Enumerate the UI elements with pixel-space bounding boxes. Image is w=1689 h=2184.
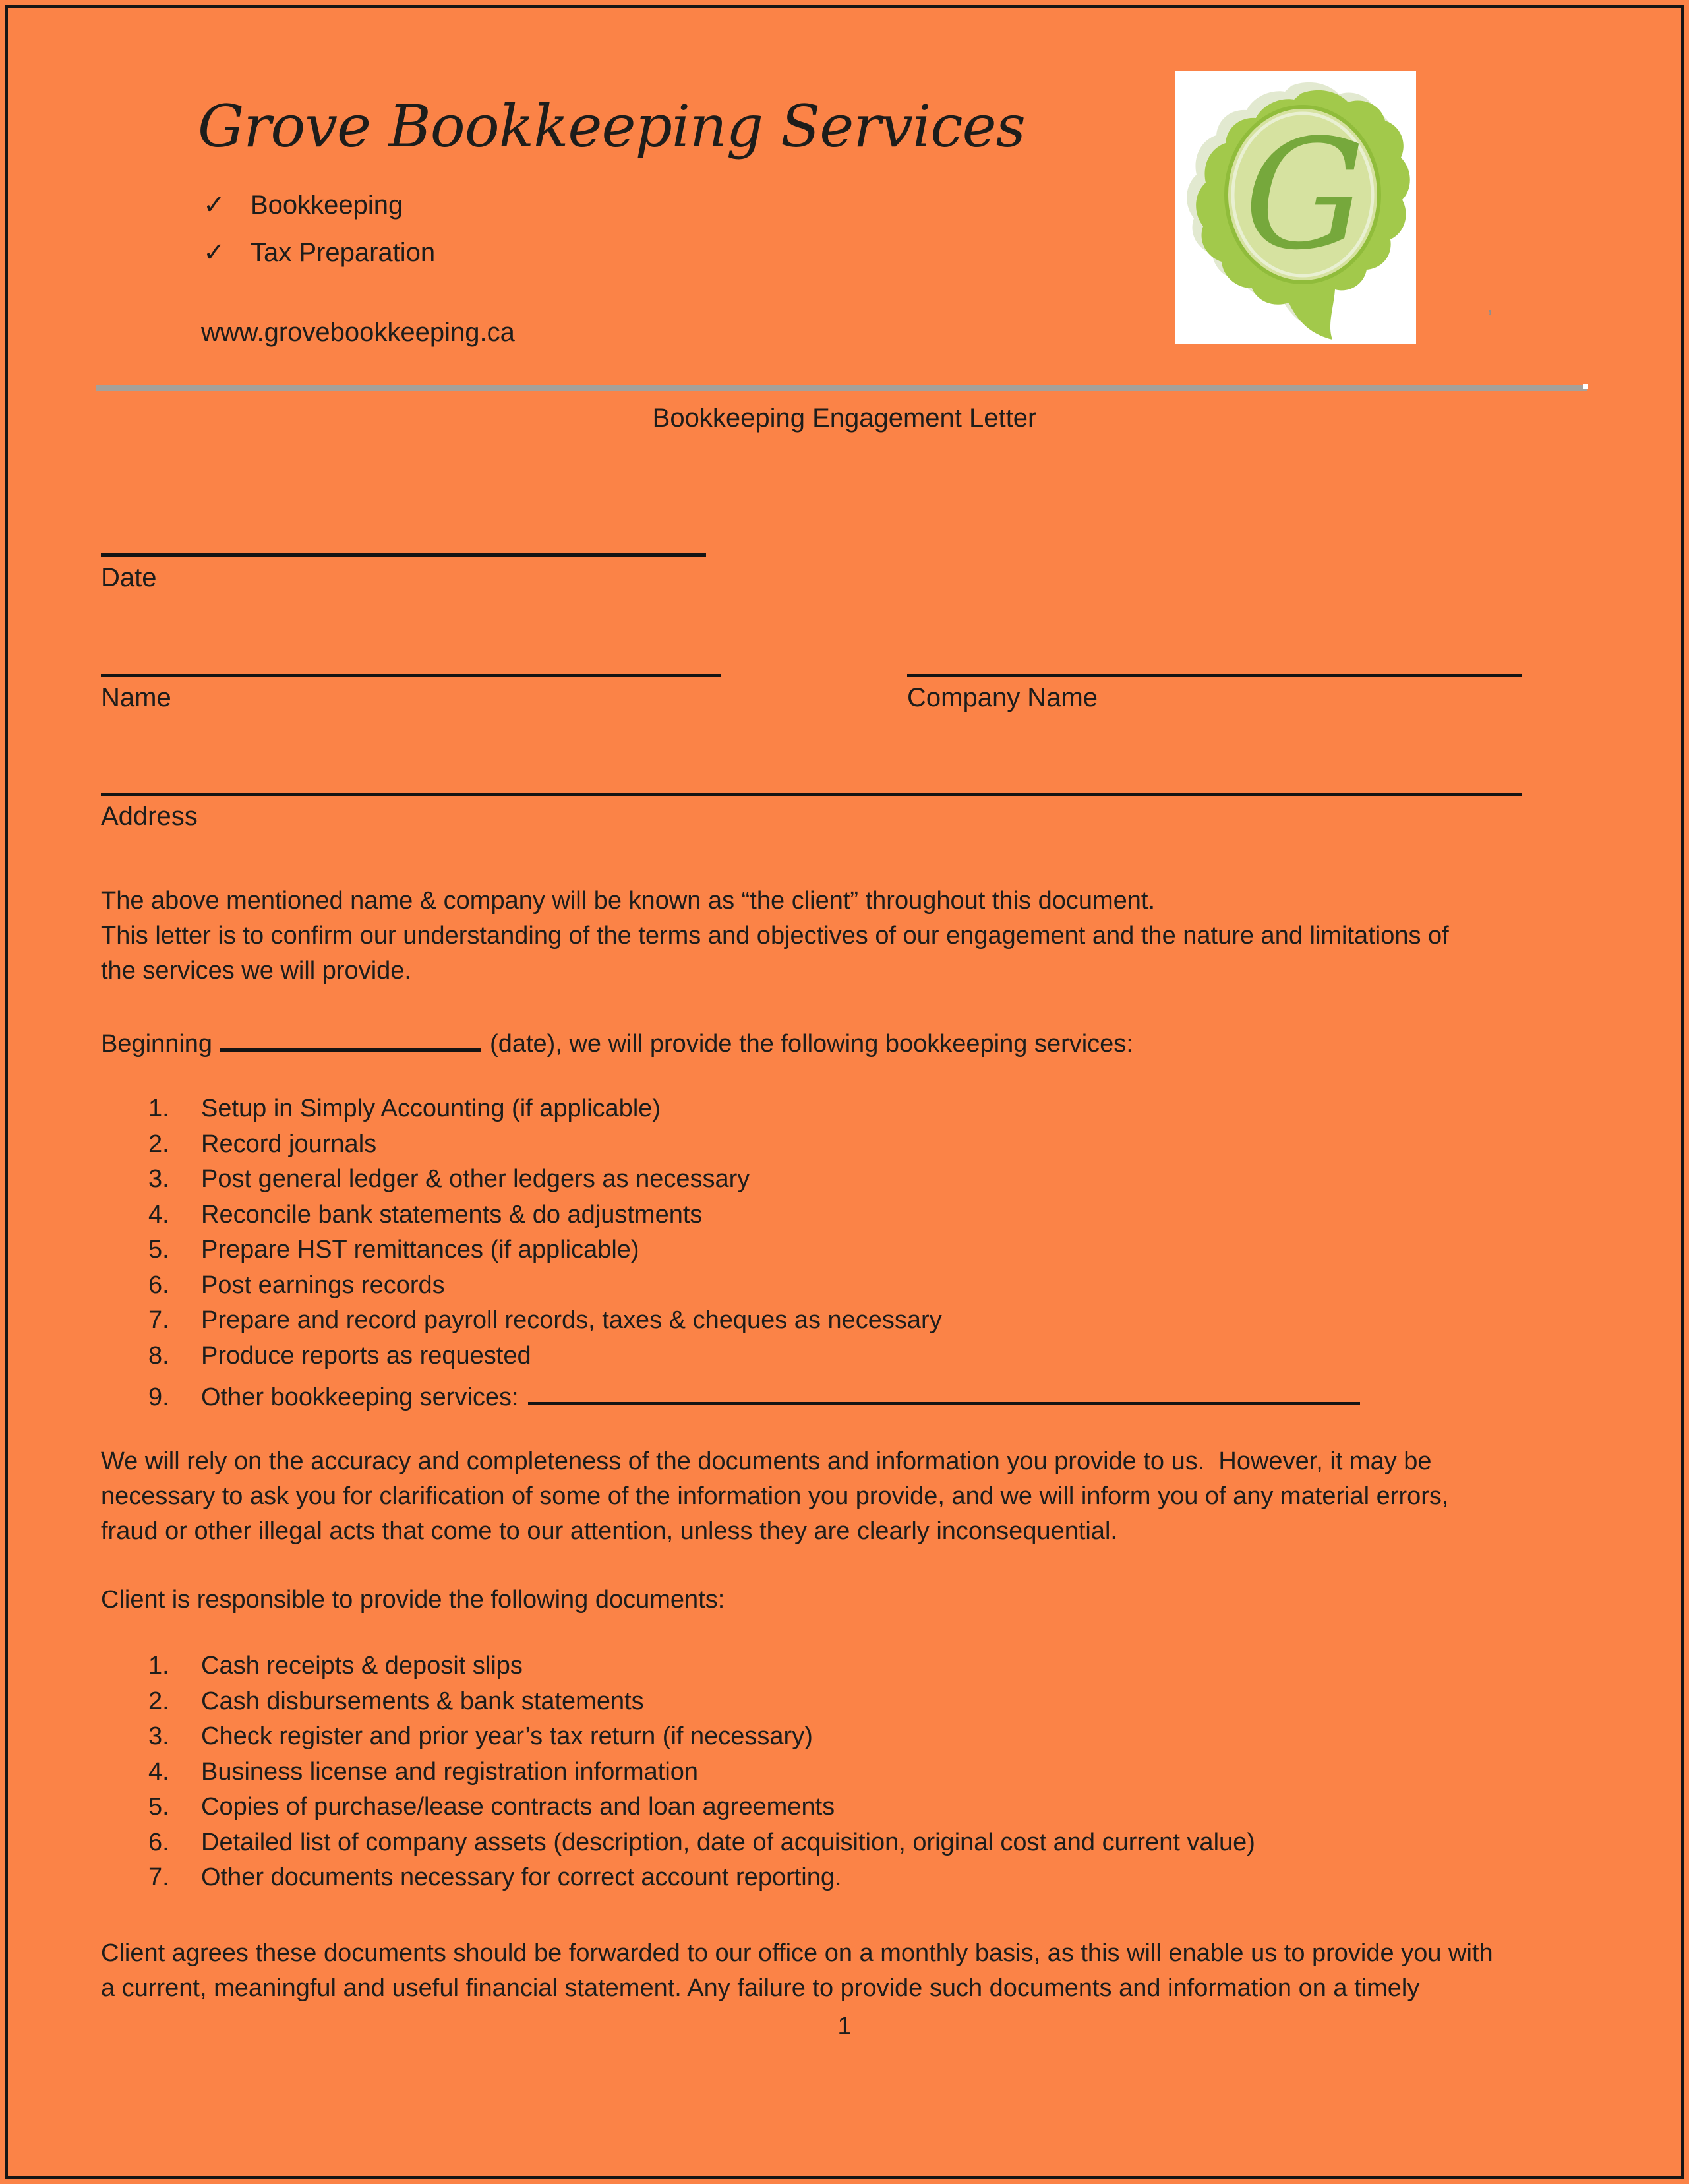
list-item: 7. Prepare and record payroll records, taxes & cheques as necessary xyxy=(148,1306,942,1334)
list-item: 2. Cash disbursements & bank statements xyxy=(148,1687,644,1715)
list-item: 4. Business license and registration information xyxy=(148,1757,699,1786)
beginning-prefix: Beginning xyxy=(101,1030,213,1058)
beginning-suffix: (date), we will provide the following bookkeeping services: xyxy=(490,1030,1133,1058)
list-item: 8. Produce reports as requested xyxy=(148,1341,531,1370)
seal-monogram-g: G xyxy=(1244,107,1365,284)
beginning-sentence xyxy=(101,1023,1133,1062)
address-label: Address xyxy=(101,802,198,831)
client-responsible-sentence: Client is responsible to provide the following documents: xyxy=(101,1586,725,1614)
header-service-bookkeeping xyxy=(203,190,403,220)
intro-line: the services we will provide. xyxy=(101,957,411,985)
reliance-line: necessary to ask you for clarification of some of the information you provide, and we will inform you of any material errors, xyxy=(101,1482,1449,1510)
wax-seal-logo xyxy=(1175,71,1416,344)
list-item: 7. Other documents necessary for correct account reporting. xyxy=(148,1864,842,1891)
list-item: 3. Post general ledger & other ledgers as necessary xyxy=(148,1165,750,1193)
beginning-date-blank xyxy=(220,1023,481,1052)
scan-artifact-mark: ’ xyxy=(1487,305,1493,332)
services-list xyxy=(148,1095,1360,1412)
list-item: 6. Detailed list of company assets (description, date of acquisition, original cost and current value) xyxy=(148,1828,1255,1856)
service-label: Bookkeeping xyxy=(251,191,403,220)
date-blank-line xyxy=(101,524,706,557)
list-item: 2. Record journals xyxy=(148,1130,377,1158)
document-title: Bookkeeping Engagement Letter xyxy=(652,404,1037,433)
list-item: 4. Reconcile bank statements & do adjustments xyxy=(148,1200,703,1228)
list-item-other-services: 9. Other bookkeeping services: xyxy=(148,1377,1360,1412)
intro-line: The above mentioned name & company will be known as “the client” throughout this document. xyxy=(101,887,1156,915)
list-item: 1. Cash receipts & deposit slips xyxy=(148,1652,523,1680)
company-blank-line xyxy=(907,645,1522,677)
header-service-tax xyxy=(203,237,435,268)
name-label: Name xyxy=(101,683,171,712)
address-blank-line xyxy=(101,764,1522,796)
list-item: 6. Post earnings records xyxy=(148,1271,445,1299)
intro-line: This letter is to confirm our understanding of the terms and objectives of our engagement and the nature and limitations of xyxy=(101,922,1449,950)
list-item: 3. Check register and prior year’s tax return (if necessary) xyxy=(148,1722,813,1750)
intro-paragraph xyxy=(101,884,1449,988)
checkmark-icon: ✓ xyxy=(203,238,225,267)
reliance-paragraph xyxy=(101,1444,1448,1549)
closing-paragraph xyxy=(101,1936,1493,2006)
other-services-blank xyxy=(528,1377,1360,1405)
reliance-line: We will rely on the accuracy and completeness of the documents and information you provide to us. However, it may be xyxy=(101,1447,1432,1475)
header-divider-rule xyxy=(96,385,1587,391)
reliance-line: fraud or other illegal acts that come to our attention, unless they are clearly inconsequential. xyxy=(101,1517,1117,1545)
list-item: 5. Copies of purchase/lease contracts and loan agreements xyxy=(148,1793,835,1821)
closing-line: Client agrees these documents should be forwarded to our office on a monthly basis, as this will enable us to provide you with xyxy=(101,1939,1493,1967)
list-item: 5. Prepare HST remittances (if applicable) xyxy=(148,1236,639,1263)
checkmark-icon: ✓ xyxy=(203,191,225,220)
date-label: Date xyxy=(101,563,157,592)
page-number: 1 xyxy=(837,2013,852,2040)
closing-line: a current, meaningful and useful financial statement. Any failure to provide such documents and information on a timely xyxy=(101,1974,1420,2002)
company-logo xyxy=(1175,71,1416,344)
name-blank-line xyxy=(101,645,721,677)
company-name-label: Company Name xyxy=(907,683,1098,712)
list-item: 1. Setup in Simply Accounting (if applicable) xyxy=(148,1095,661,1122)
documents-list xyxy=(148,1652,1255,1899)
website-url: www.grovebookkeeping.ca xyxy=(201,318,515,347)
company-brand-title: Grove Bookkeeping Services xyxy=(198,92,1025,160)
service-label: Tax Preparation xyxy=(251,238,436,267)
